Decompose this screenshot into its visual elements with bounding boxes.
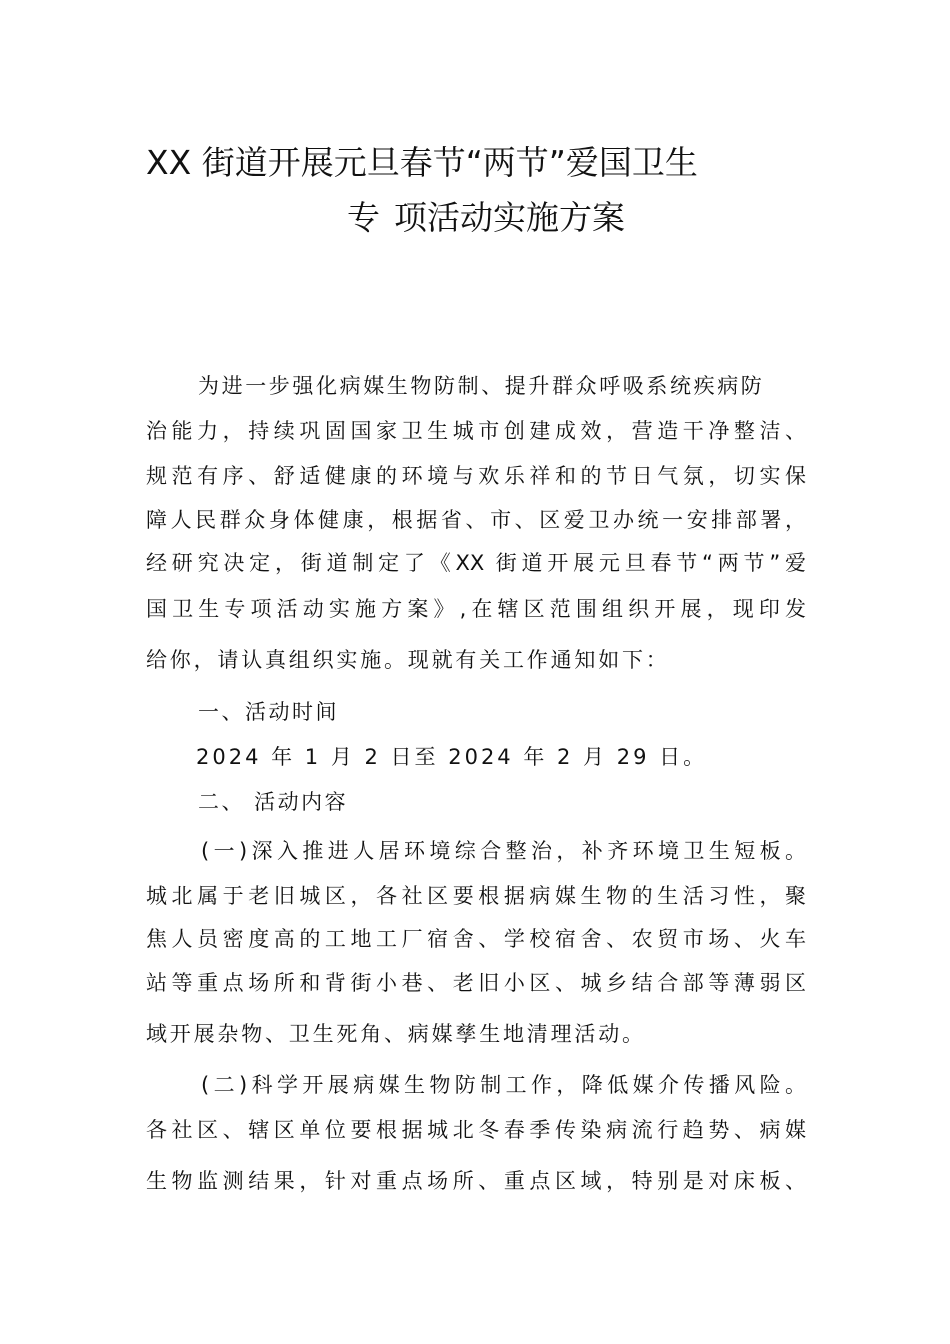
intro-line-5: 经研究决定，街道制定了《XX 街道开展元旦春节“两节”爱 — [146, 551, 806, 575]
item-1-line-2: 城北属于老旧城区，各社区要根据病媒生物的生活习性，聚 — [146, 884, 806, 908]
item-2-line-3: 生物监测结果，针对重点场所、重点区域，特别是对床板、 — [146, 1169, 806, 1193]
item-1-line-3: 焦人员密度高的工地工厂宿舍、学校宿舍、农贸市场、火车 — [146, 927, 806, 951]
item-1-line-4: 站等重点场所和背街小巷、老旧小区、城乡结合部等薄弱区 — [146, 971, 806, 995]
item-1-line-1: (一)深入推进人居环境综合整治，补齐环境卫生短板。 — [201, 839, 806, 863]
intro-line-7: 给你，请认真组织实施。现就有关工作通知如下： — [146, 648, 670, 672]
title-line-2-part-b: 项活动实施方案 — [394, 198, 625, 237]
document-title-line-2 — [0, 196, 950, 240]
document-title-line-1: XX 街道开展元旦春节“两节”爱国卫生 — [146, 143, 698, 182]
intro-line-4: 障人民群众身体健康，根据省、市、区爱卫办统一安排部署， — [146, 508, 806, 532]
item-1-line-5: 域开展杂物、卫生死角、病媒孳生地清理活动。 — [146, 1022, 646, 1046]
section-1-body: 2024 年 1 月 2 日至 2024 年 2 月 29 日。 — [196, 745, 708, 769]
intro-line-2: 治能力，持续巩固国家卫生城市创建成效，营造干净整洁、 — [146, 419, 806, 443]
item-2-line-2: 各社区、辖区单位要根据城北冬春季传染病流行趋势、病媒 — [146, 1118, 806, 1142]
intro-line-3: 规范有序、舒适健康的环境与欢乐祥和的节日气氛，切实保 — [146, 464, 806, 488]
title-line-2-part-a: 专 — [347, 198, 380, 237]
section-1-heading: 一、活动时间 — [198, 700, 339, 724]
intro-line-6: 国卫生专项活动实施方案》,在辖区范围组织开展，现印发 — [146, 597, 806, 621]
section-2-heading: 二、 活动内容 — [198, 790, 349, 814]
item-2-line-1: (二)科学开展病媒生物防制工作，降低媒介传播风险。 — [201, 1073, 806, 1097]
intro-line-1: 为进一步强化病媒生物防制、提升群众呼吸系统疾病防 — [198, 374, 765, 398]
